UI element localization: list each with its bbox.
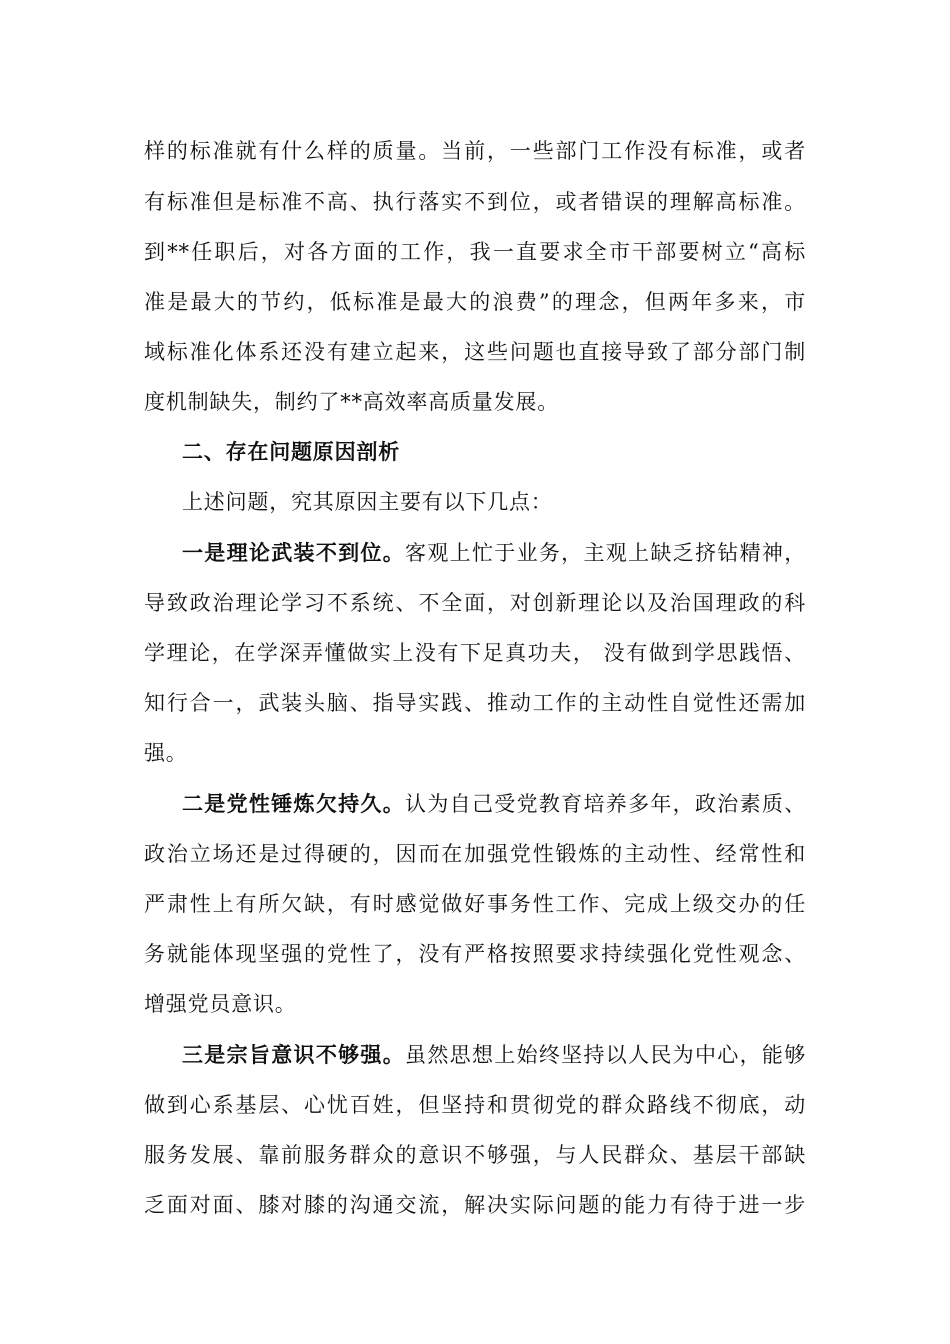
paragraph-line: 准是最大的节约，低标准是最大的浪费”的理念，但两年多来，市 (144, 290, 806, 314)
reason3-first-line (182, 1040, 806, 1070)
reason1-text: 客观上忙于业务，主观上缺乏挤钻精神， (405, 541, 807, 565)
paragraph-line: 有标准但是标准不高、执行落实不到位，或者错误的理解高标准。 (144, 190, 806, 214)
paragraph-line: 强。 (144, 741, 188, 765)
paragraph-line: 严肃性上有所欠缺，有时感觉做好事务性工作、完成上级交办的任 (144, 892, 806, 916)
paragraph-line: 务就能体现坚强的党性了，没有严格按照要求持续强化党性观念、 (144, 942, 806, 966)
paragraph-line: 导致政治理论学习不系统、不全面，对创新理论以及治国理政的科 (144, 591, 806, 615)
paragraph-line: 样的标准就有什么样的质量。当前，一些部门工作没有标准，或者 (144, 139, 806, 163)
paragraph-line: 做到心系基层、心忧百姓，但坚持和贯彻党的群众路线不彻底，动 (144, 1093, 806, 1117)
intro-line: 上述问题，究其原因主要有以下几点： (182, 490, 553, 514)
reason3-title: 三是宗旨意识不够强。 (182, 1042, 406, 1067)
paragraph-line: 服务发展、靠前服务群众的意识不够强，与人民群众、基层干部缺 (144, 1143, 806, 1167)
section-heading: 二、存在问题原因剖析 (182, 439, 400, 464)
paragraph-line: 到**任职后，对各方面的工作，我一直要求全市干部要树立“高标 (144, 240, 806, 264)
paragraph-line: 知行合一，武装头脑、指导实践、推动工作的主动性自觉性还需加 (144, 691, 806, 715)
reason2-text: 认为自己受党教育培养多年，政治素质、 (405, 792, 807, 816)
paragraph-line: 乏面对面、膝对膝的沟通交流，解决实际问题的能力有待于进一步 (144, 1193, 806, 1217)
paragraph-line: 政治立场还是过得硬的，因而在加强党性锻炼的主动性、经常性和 (144, 842, 806, 866)
reason1-title: 一是理论武装不到位。 (182, 540, 406, 565)
paragraph-line: 学理论，在学深弄懂做实上没有下足真功夫， 没有做到学思践悟、 (144, 641, 806, 665)
reason1-first-line (182, 538, 806, 568)
paragraph-line: 域标准化体系还没有建立起来，这些问题也直接导致了部分部门制 (144, 340, 806, 364)
reason3-text: 虽然思想上始终坚持以人民为中心，能够 (405, 1043, 807, 1067)
paragraph-line: 增强党员意识。 (144, 992, 297, 1016)
reason2-first-line (182, 789, 806, 819)
reason2-title: 二是党性锤炼欠持久。 (182, 791, 406, 816)
paragraph-line: 度机制缺失，制约了**高效率高质量发展。 (144, 390, 559, 414)
